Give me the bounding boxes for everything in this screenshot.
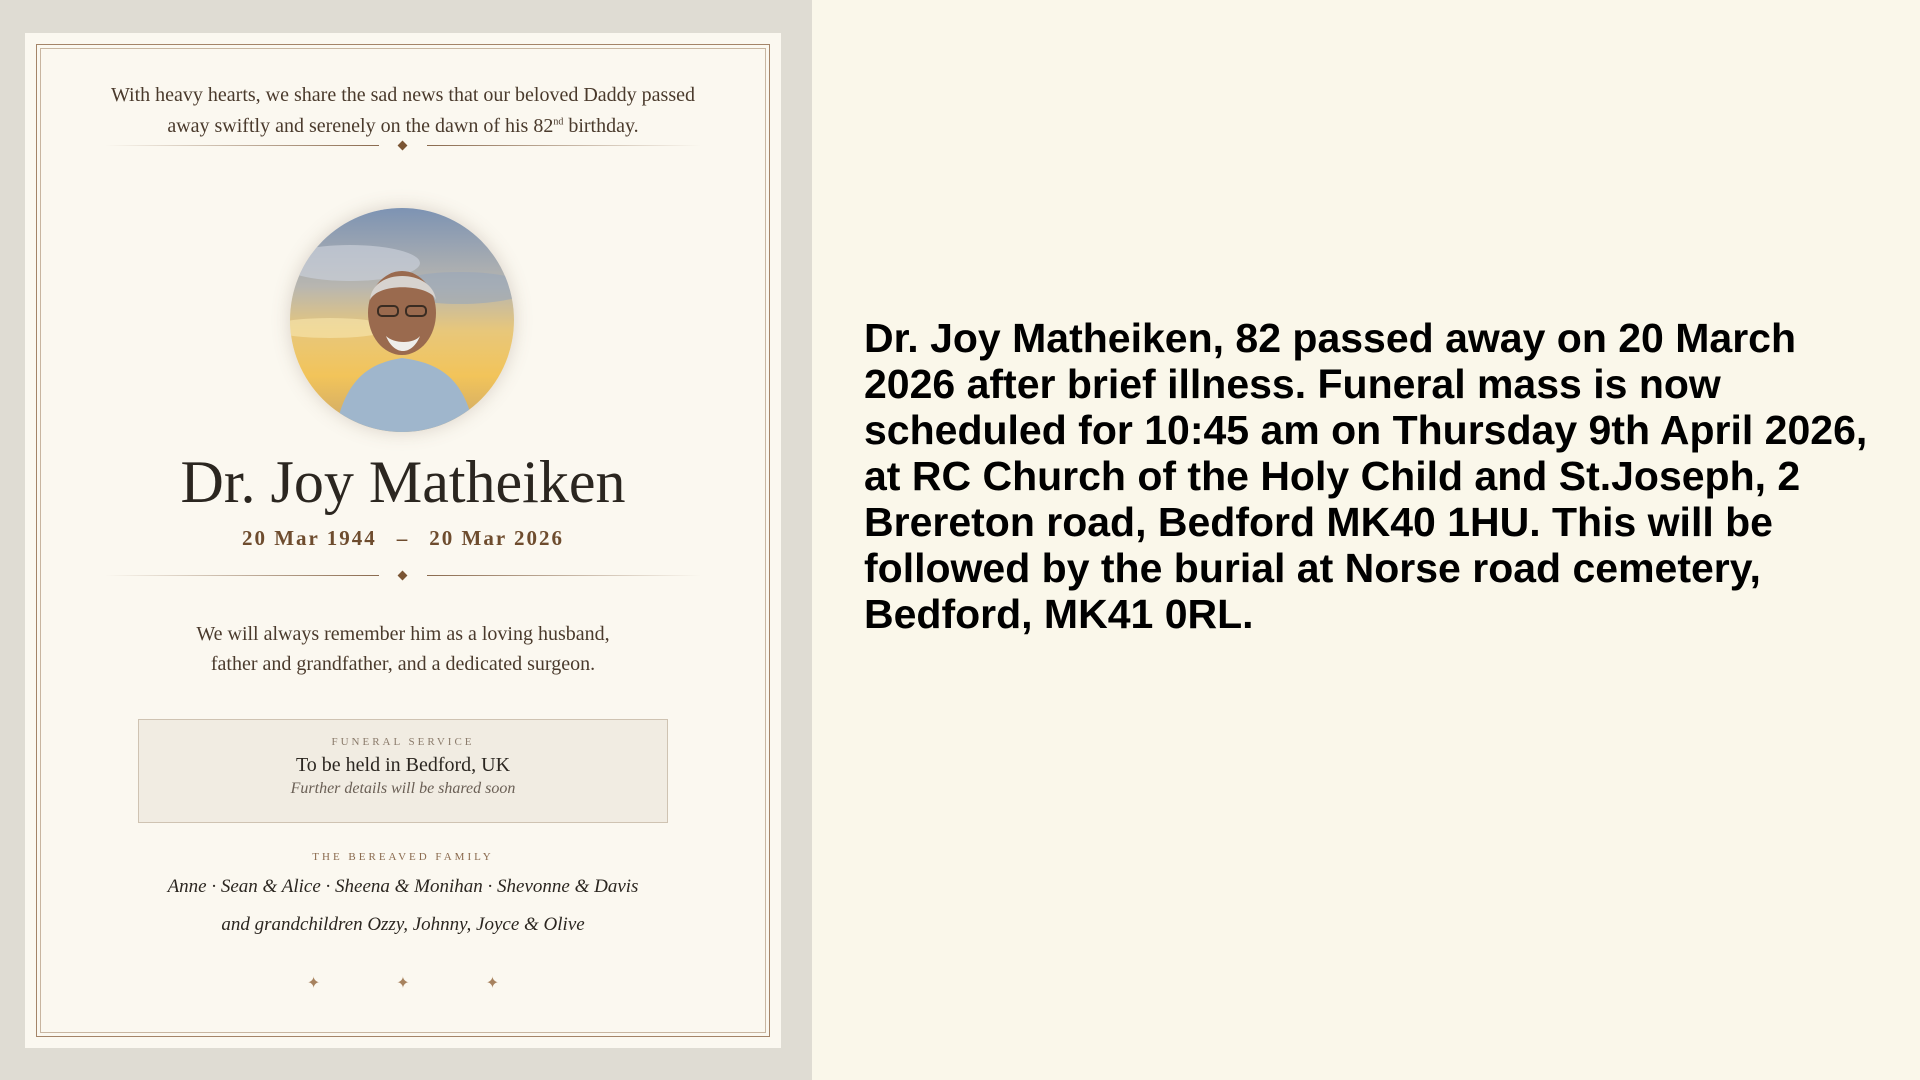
remember-line-2: father and grandfather, and a dedicated surgeon.	[210, 653, 596, 675]
funeral-service-heading: FUNERAL SERVICE	[331, 736, 475, 748]
diamond-ornament-icon	[398, 571, 408, 581]
star-ornament-icon: ✦	[485, 975, 500, 992]
intro-line-2-end: birthday.	[563, 115, 639, 137]
bottom-ornaments	[25, 973, 781, 993]
family-names: Anne · Sean & Alice · Sheena & Monihan · Shevonne & Davis	[167, 876, 639, 897]
funeral-service-box	[138, 719, 668, 823]
remember-line-1: We will always remember him as a loving husband,	[196, 623, 610, 645]
memorial-card-panel	[0, 0, 812, 1080]
intro-line-2-text: away swiftly and serenely on the dawn of his 82	[167, 115, 554, 137]
grandchildren-names: and grandchildren Ozzy, Johnny, Joyce & Olive	[221, 914, 585, 935]
intro-message	[85, 80, 721, 142]
funeral-service-location: To be held in Bedford, UK	[295, 754, 511, 776]
memorial-card	[25, 33, 781, 1048]
bereaved-family-heading: THE BEREAVED FAMILY	[312, 851, 494, 863]
portrait-photo	[290, 208, 514, 432]
intro-line-2	[85, 111, 721, 142]
date-dash: –	[396, 526, 410, 550]
star-ornament-icon: ✦	[306, 975, 321, 992]
top-divider	[105, 140, 701, 152]
remembrance-message	[145, 619, 661, 679]
intro-line-1: With heavy hearts, we share the sad news that our beloved Daddy passed	[110, 84, 695, 106]
middle-divider	[105, 570, 701, 582]
ordinal-suffix: nd	[553, 116, 564, 128]
funeral-service-note: Further details will be shared soon	[290, 780, 516, 797]
diamond-ornament-icon	[398, 141, 408, 151]
life-dates	[25, 526, 781, 551]
deceased-name: Dr. Joy Matheiken	[180, 449, 626, 515]
funeral-announcement-text: Dr. Joy Matheiken, 82 passed away on 20 March 2026 after brief illness. Funeral mass is now scheduled for 10:45 am on Thursday 9th April 2026, at RC Church of the Holy Child and St.Joseph, 2 Brereton road, Bedford MK40 1HU. This will be followed by the burial at Norse road cemetery, Bedford, MK41 0RL.	[864, 315, 1868, 637]
death-date: 20 Mar 2026	[429, 526, 565, 550]
birth-date: 20 Mar 1944	[241, 526, 377, 550]
star-ornament-icon: ✦	[396, 975, 410, 992]
